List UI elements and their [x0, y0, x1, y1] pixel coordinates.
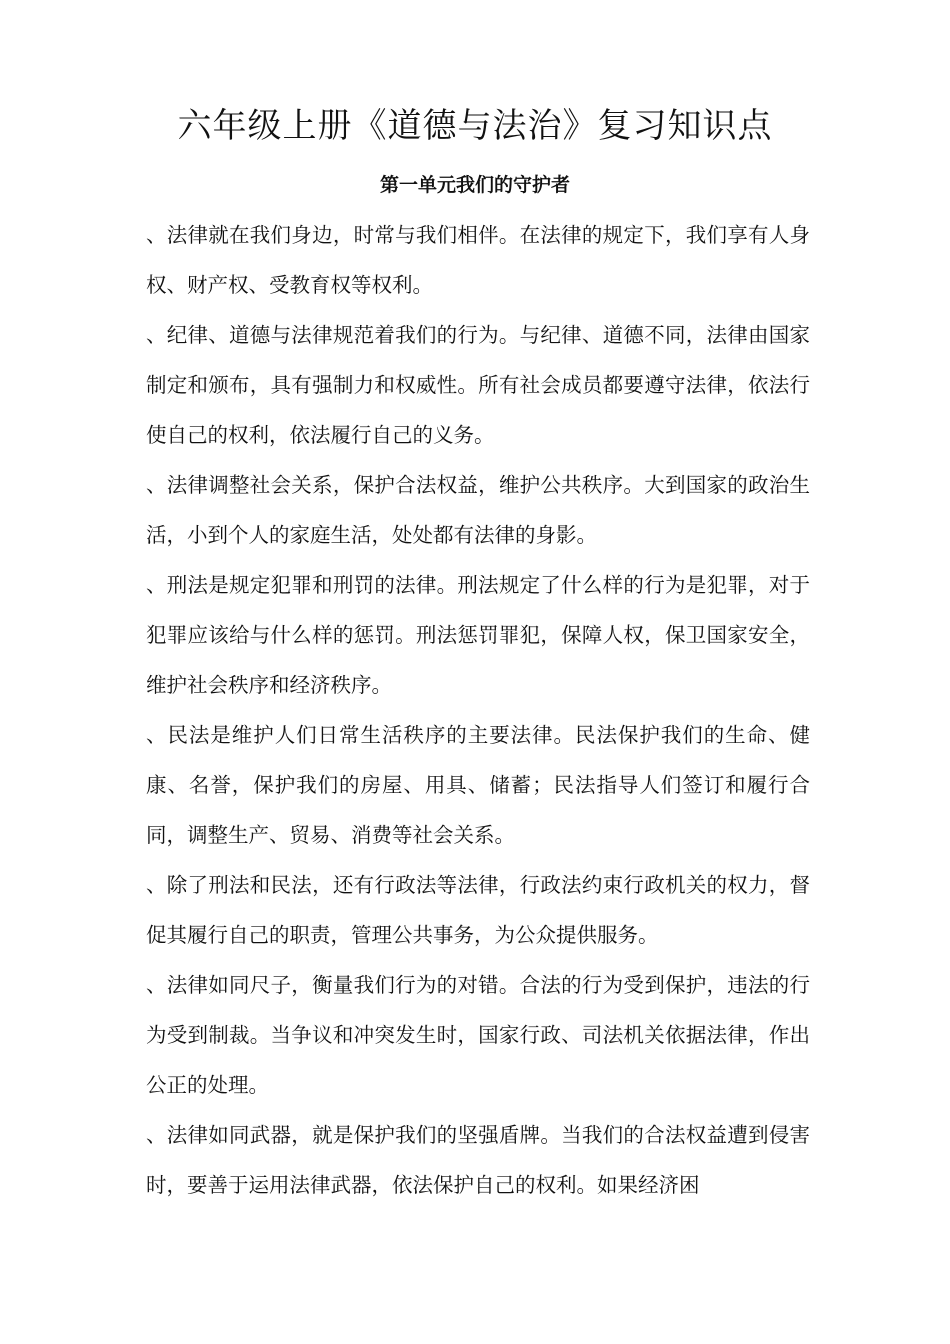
paragraph-6: 、除了刑法和民法，还有行政法等法律，行政法约束行政机关的权力，督促其履行自己的职责，管理公共事务，为公众提供服务。	[146, 873, 810, 947]
document-title: 六年级上册《道德与法治》复习知识点	[177, 106, 773, 146]
paragraph-8: 、法律如同武器，就是保护我们的坚强盾牌。当我们的合法权益遭到侵害时，要善于运用法律武器，依法保护自己的权利。如果经济困	[146, 1123, 810, 1197]
unit-title: 第一单元我们的守护者	[379, 174, 570, 196]
paragraph-3: 、法律调整社会关系，保护合法权益，维护公共秩序。大到国家的政治生活，小到个人的家庭生活，处处都有法律的身影。	[146, 473, 810, 547]
paragraph-4: 、刑法是规定犯罪和刑罚的法律。刑法规定了什么样的行为是犯罪，对于犯罪应该给与什么样的惩罚。刑法惩罚罪犯，保障人权，保卫国家安全，维护社会秩序和经济秩序。	[146, 573, 810, 697]
paragraph-7: 、法律如同尺子，衡量我们行为的对错。合法的行为受到保护，违法的行为受到制裁。当争议和冲突发生时，国家行政、司法机关依据法律，作出公正的处理。	[146, 973, 810, 1097]
paragraph-5: 、民法是维护人们日常生活秩序的主要法律。民法保护我们的生命、健康、名誉，保护我们的房屋、用具、储蓄；民法指导人们签订和履行合同，调整生产、贸易、消费等社会关系。	[146, 723, 810, 847]
document-body	[146, 210, 810, 1210]
paragraph-1: 、法律就在我们身边，时常与我们相伴。在法律的规定下，我们享有人身权、财产权、受教育权等权利。	[146, 223, 810, 297]
paragraph-2: 、纪律、道德与法律规范着我们的行为。与纪律、道德不同，法律由国家制定和颁布，具有强制力和权威性。所有社会成员都要遵守法律，依法行使自己的权利，依法履行自己的义务。	[146, 323, 810, 447]
